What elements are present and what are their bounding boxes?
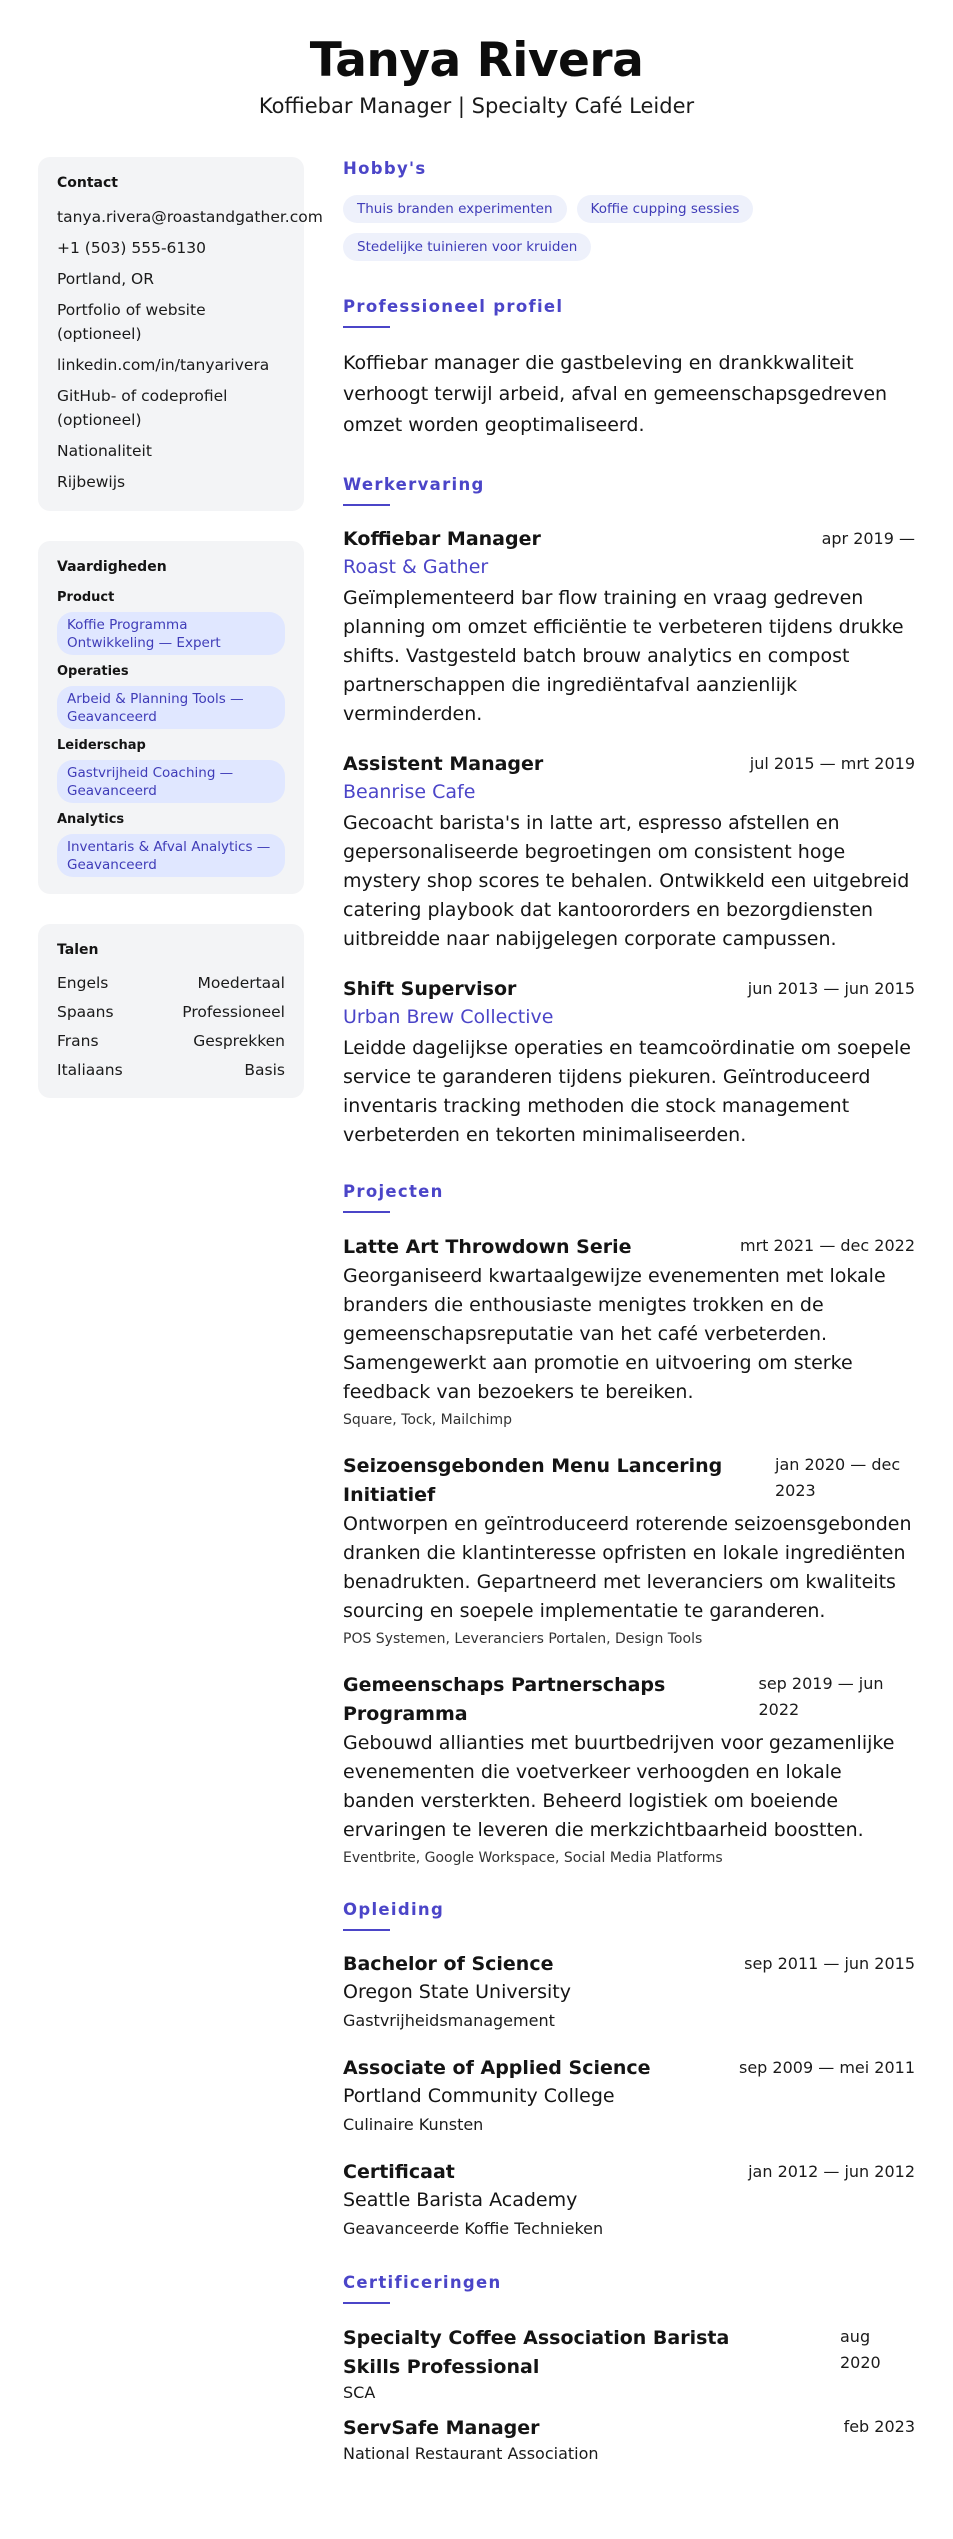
education-date: sep 2011 — jun 2015	[744, 1954, 915, 1973]
certifications-section	[343, 2271, 915, 2465]
skill-pill: Arbeid & Planning Tools — Geavanceerd	[57, 686, 285, 729]
language-level: Professioneel	[182, 1003, 285, 1021]
certification-date: feb 2023	[843, 2417, 915, 2436]
hobbies-section	[343, 157, 915, 261]
education-date: sep 2009 — mei 2011	[739, 2058, 915, 2077]
contact-title: Contact	[57, 175, 118, 191]
profile-section	[343, 295, 915, 441]
experience-heading: Werkervaring	[343, 475, 485, 494]
hobby-pill: Koffie cupping sessies	[577, 195, 754, 223]
languages-title: Talen	[57, 942, 99, 958]
language-row	[57, 1059, 285, 1081]
education-heading: Opleiding	[343, 1900, 445, 1919]
skill-category: Analytics	[57, 812, 125, 827]
skill-category: Leiderschap	[57, 738, 146, 753]
profile-heading: Professioneel profiel	[343, 297, 564, 316]
project-date: sep 2019 — jun 2022	[758, 1674, 884, 1719]
certification-name: Specialty Coffee Association Barista Skills Professional	[343, 2327, 730, 2378]
certification-name: ServSafe Manager	[343, 2417, 540, 2439]
projects-section	[343, 1180, 915, 1868]
experience-entry	[343, 526, 915, 729]
certification-issuer: SCA	[343, 2383, 376, 2402]
job-title: Shift Supervisor	[343, 978, 517, 1000]
company-name: Roast & Gather	[343, 556, 489, 578]
section-divider	[343, 1211, 390, 1213]
projects-heading: Projecten	[343, 1182, 444, 1201]
contact-portfolio: Portfolio of website (optioneel)	[57, 301, 206, 343]
school-name: Portland Community College	[343, 2085, 615, 2107]
job-date: apr 2019 —	[821, 529, 915, 548]
hobby-pill: Stedelijke tuinieren voor kruiden	[343, 233, 591, 261]
company-name: Beanrise Cafe	[343, 781, 476, 803]
experience-section	[343, 473, 915, 1150]
project-entry	[343, 1671, 915, 1868]
skills-card	[38, 541, 304, 894]
degree-title: Bachelor of Science	[343, 1953, 554, 1975]
hobbies-heading: Hobby's	[343, 159, 427, 178]
hobby-pill: Thuis branden experimenten	[343, 195, 567, 223]
language-level: Basis	[244, 1061, 285, 1079]
contact-linkedin[interactable]: linkedin.com/in/tanyarivera	[57, 356, 270, 374]
project-title: Seizoensgebonden Menu Lancering Initiatief	[343, 1455, 723, 1506]
certification-entry	[343, 2414, 915, 2465]
education-entry	[343, 1951, 915, 2033]
contact-github: GitHub- of codeprofiel (optioneel)	[57, 387, 228, 429]
language-level: Gesprekken	[193, 1032, 285, 1050]
language-row	[57, 1001, 285, 1023]
contact-phone[interactable]: +1 (503) 555-6130	[57, 239, 207, 257]
skills-title: Vaardigheden	[57, 559, 167, 575]
school-name: Oregon State University	[343, 1981, 571, 2003]
skill-pill: Inventaris & Afval Analytics — Geavanceerd	[57, 834, 285, 877]
project-date: jan 2020 — dec 2023	[775, 1455, 901, 1500]
hobby-list	[343, 195, 915, 261]
contact-license: Rijbewijs	[57, 473, 126, 491]
job-title: Koffiebar Manager	[343, 528, 541, 550]
skill-category: Operaties	[57, 664, 129, 679]
language-row	[57, 1030, 285, 1052]
project-title: Gemeenschaps Partnerschaps Programma	[343, 1674, 666, 1725]
certifications-heading: Certificeringen	[343, 2273, 502, 2292]
project-description: Gebouwd allianties met buurtbedrijven voor gezamenlijke evenementen die voetverkeer verhoogden en lokale banden versterkten. Beheerd logistiek om boeiende ervaringen te leveren die merkzichtbaarheid boostten.	[343, 1732, 895, 1841]
education-entry	[343, 2159, 915, 2241]
experience-entry	[343, 976, 915, 1150]
degree-title: Certificaat	[343, 2161, 455, 2183]
job-description: Geïmplementeerd bar flow training en vraag gedreven planning om omzet efficiëntie te verbeteren tijdens drukke shifts. Vastgesteld batch brouw analytics en compost partnerschappen die ingrediëntafval aanzienlijk verminderden.	[343, 587, 904, 725]
company-name: Urban Brew Collective	[343, 1006, 554, 1028]
certification-issuer: National Restaurant Association	[343, 2444, 599, 2463]
project-title: Latte Art Throwdown Serie	[343, 1236, 632, 1258]
education-date: jan 2012 — jun 2012	[748, 2162, 915, 2181]
section-divider	[343, 2302, 390, 2304]
skill-category: Product	[57, 590, 115, 605]
profile-text: Koffiebar manager die gastbeleving en drankkwaliteit verhoogt terwijl arbeid, afval en gemeenschapsgedreven omzet worden geoptimaliseerd.	[343, 352, 888, 436]
experience-entry	[343, 751, 915, 954]
contact-location: Portland, OR	[57, 270, 155, 288]
job-description: Gecoacht barista's in latte art, espresso afstellen en gepersonaliseerde begroetingen om consistent hoge mystery shop scores te behalen. Ontwikkeld een uitgebreid catering playbook dat kantoororders en bezorgdiensten uitbreidde naar nabijgelegen corporate campussen.	[343, 812, 910, 950]
job-title: Assistent Manager	[343, 753, 544, 775]
job-description: Leidde dagelijkse operaties en teamcoördinatie om soepele service te garanderen tijdens piekuren. Geïntroduceerd inventaris tracking methoden die stock management verbeterden en tekorten minimaliseerden.	[343, 1037, 911, 1146]
project-entry	[343, 1452, 915, 1649]
project-entry	[343, 1233, 915, 1430]
section-divider	[343, 326, 390, 328]
contact-card	[38, 157, 323, 511]
project-tech: POS Systemen, Leveranciers Portalen, Design Tools	[343, 1631, 703, 1647]
project-description: Georganiseerd kwartaalgewijze evenementen met lokale branders die enthousiaste menigtes trokken en de gemeenschapsreputatie van het café verbeterden. Samengewerkt aan promotie en uitvoering om sterke feedback van bezoekers te bereiken.	[343, 1265, 886, 1403]
certification-entry	[343, 2324, 915, 2404]
candidate-subtitle: Koffiebar Manager | Specialty Café Leider	[258, 94, 695, 118]
main-content	[343, 157, 915, 2465]
language-name: Frans	[57, 1032, 99, 1050]
job-date: jul 2015 — mrt 2019	[749, 754, 915, 773]
sidebar	[38, 157, 323, 1128]
section-divider	[343, 504, 390, 506]
project-description: Ontworpen en geïntroduceerd roterende seizoensgebonden dranken die klantinteresse opfristen en lokale ingrediënten benadrukten. Gepartneerd met leveranciers om kwaliteits sourcing en soepele implementatie te garanderen.	[343, 1513, 912, 1622]
school-name: Seattle Barista Academy	[343, 2189, 578, 2211]
degree-title: Associate of Applied Science	[343, 2057, 651, 2079]
certification-date: aug 2020	[840, 2327, 881, 2372]
job-date: jun 2013 — jun 2015	[747, 979, 915, 998]
skill-pill: Koffie Programma Ontwikkeling — Expert	[57, 612, 285, 655]
project-tech: Eventbrite, Google Workspace, Social Media Platforms	[343, 1850, 723, 1866]
project-date: mrt 2021 — dec 2022	[739, 1236, 915, 1255]
languages-card	[38, 924, 304, 1098]
contact-email[interactable]: tanya.rivera@roastandgather.com	[57, 208, 323, 226]
project-tech: Square, Tock, Mailchimp	[343, 1412, 513, 1428]
section-divider	[343, 1929, 390, 1931]
skill-pill: Gastvrijheid Coaching — Geavanceerd	[57, 760, 285, 803]
language-name: Engels	[57, 974, 109, 992]
study-field: Geavanceerde Koffie Technieken	[343, 2219, 604, 2238]
education-entry	[343, 2055, 915, 2137]
language-row	[57, 972, 285, 994]
study-field: Culinaire Kunsten	[343, 2115, 484, 2134]
candidate-name: Tanya Rivera	[309, 33, 644, 88]
education-section	[343, 1898, 915, 2241]
contact-nationality: Nationaliteit	[57, 442, 152, 460]
language-name: Spaans	[57, 1003, 114, 1021]
language-name: Italiaans	[57, 1061, 123, 1079]
study-field: Gastvrijheidsmanagement	[343, 2011, 555, 2030]
language-level: Moedertaal	[197, 974, 285, 992]
resume-header	[0, 32, 953, 121]
